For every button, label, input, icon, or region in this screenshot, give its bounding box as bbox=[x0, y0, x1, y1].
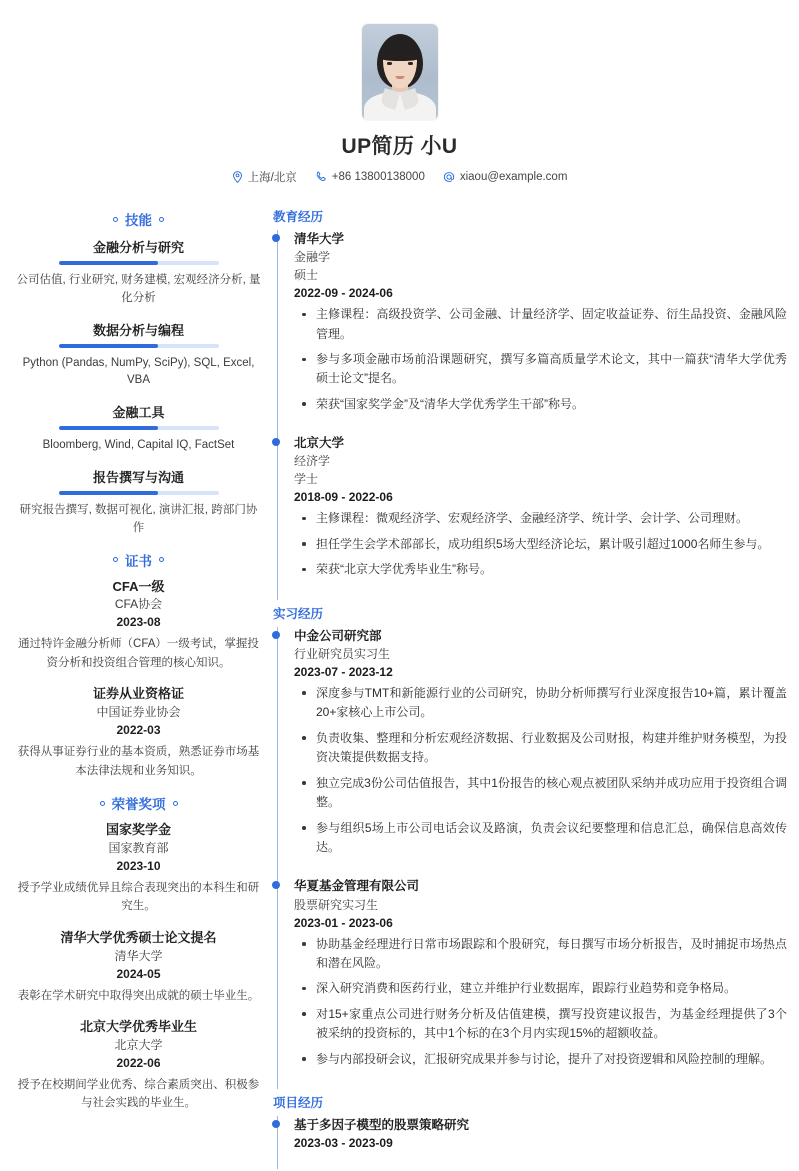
internship-bullets bbox=[294, 935, 787, 1070]
ring-left-icon bbox=[113, 217, 118, 222]
honor-title: 国家奖学金 bbox=[105, 822, 171, 838]
education-timeline bbox=[277, 230, 787, 600]
internship-date: 2023-07 - 2023-12 bbox=[294, 664, 393, 679]
skill-name: 金融分析与研究 bbox=[92, 240, 184, 255]
certificate-title: CFA一级 bbox=[112, 578, 165, 594]
bullet-item: 深度参与TMT和新能源行业的公司研究，协助分析师撰写行业深度报告10+篇，累计覆盖20+家核心上市公司。 bbox=[294, 684, 787, 723]
skill-item bbox=[16, 402, 261, 455]
page-title: UP简历 小U bbox=[341, 135, 458, 158]
internship-bullets bbox=[294, 684, 787, 858]
internship-timeline bbox=[277, 627, 787, 1089]
email-at-icon bbox=[443, 171, 455, 183]
skill-progress-fill bbox=[59, 344, 158, 348]
projects-timeline bbox=[277, 1116, 787, 1169]
sidebar-heading-skills bbox=[16, 209, 261, 229]
skill-name: 金融工具 bbox=[112, 405, 165, 421]
ring-right-icon bbox=[159, 217, 164, 222]
skill-item bbox=[16, 320, 261, 391]
sidebar-heading-certificates bbox=[16, 550, 261, 570]
internship-company: 中金公司研究部 bbox=[294, 628, 382, 643]
section-internship bbox=[273, 604, 787, 1089]
skill-progress-bar bbox=[59, 261, 219, 265]
education-item bbox=[294, 230, 787, 434]
project-item bbox=[294, 1116, 787, 1169]
education-major: 金融学 bbox=[294, 250, 331, 265]
skill-name: 报告撰写与沟通 bbox=[92, 470, 184, 486]
contact-email bbox=[443, 171, 568, 183]
honor-description: 表彰在学术研究中取得突出成就的硕士毕业生。 bbox=[17, 989, 260, 1002]
honor-item bbox=[16, 821, 261, 916]
bullet-item: 主修课程：微观经济学、宏观经济学、金融经济学、统计学、会计学、公司理财。 bbox=[294, 509, 787, 528]
phone-icon bbox=[315, 171, 327, 183]
section-title-projects: 项目经历 bbox=[273, 1096, 324, 1111]
contact-email-text: xiaou@example.com bbox=[459, 171, 568, 183]
certificate-item bbox=[16, 578, 261, 673]
education-date: 2018-09 - 2022-06 bbox=[294, 490, 393, 505]
certificate-description: 通过特许金融分析师（CFA）一级考试，掌握投资分析和投资组合管理的核心知识。 bbox=[18, 638, 259, 669]
education-date: 2022-09 - 2024-06 bbox=[294, 286, 393, 301]
skill-progress-fill bbox=[59, 426, 158, 430]
ring-right-icon bbox=[173, 801, 178, 806]
internship-item bbox=[294, 627, 787, 878]
section-education bbox=[273, 207, 787, 600]
bullet-item: 深入研究消费和医药行业，建立并维护行业数据库，跟踪行业趋势和竞争格局。 bbox=[294, 979, 787, 998]
sidebar bbox=[12, 203, 267, 1126]
honor-item bbox=[16, 1018, 261, 1113]
skill-progress-bar bbox=[59, 344, 219, 348]
portrait-photo bbox=[362, 24, 438, 120]
skill-progress-fill bbox=[59, 491, 158, 495]
bullet-item: 对15+家重点公司进行财务分析及估值建模，撰写投资建议报告，为基金经理提供了3个被采纳的投资标的，其中1个标的在3个月内实现15%的超额收益。 bbox=[294, 1005, 787, 1044]
education-bullets bbox=[294, 509, 787, 579]
internship-date: 2023-01 - 2023-06 bbox=[294, 915, 393, 930]
education-school: 北京大学 bbox=[294, 436, 345, 451]
certificate-org: CFA协会 bbox=[114, 597, 163, 612]
certificate-date: 2023-08 bbox=[116, 615, 161, 630]
honor-item bbox=[16, 929, 261, 1005]
main-content bbox=[267, 203, 787, 1171]
resume-body bbox=[0, 193, 799, 1171]
education-degree: 学士 bbox=[294, 472, 319, 487]
skill-progress-bar bbox=[59, 491, 219, 495]
section-title-education: 教育经历 bbox=[273, 210, 324, 224]
bullet-item: 参与内部投研会议，汇报研究成果并参与讨论，提升了对投资逻辑和风险控制的理解。 bbox=[294, 1050, 787, 1069]
honor-date: 2022-06 bbox=[116, 1055, 161, 1070]
education-school: 清华大学 bbox=[294, 232, 345, 246]
photo-wrapper bbox=[0, 24, 799, 120]
honor-title: 北京大学优秀毕业生 bbox=[79, 1019, 197, 1035]
sidebar-heading-honors-label: 荣誉奖项 bbox=[111, 797, 166, 813]
skill-item bbox=[16, 237, 261, 308]
education-major: 经济学 bbox=[294, 454, 331, 469]
education-degree: 硕士 bbox=[294, 268, 319, 283]
honor-org: 国家教育部 bbox=[108, 840, 169, 855]
certificate-description: 获得从事证券行业的基本资质，熟悉证券市场基本法律法规和业务知识。 bbox=[17, 746, 260, 777]
sidebar-heading-honors bbox=[16, 793, 261, 813]
internship-role: 股票研究实习生 bbox=[294, 897, 379, 912]
bullet-item: 独立完成3份公司估值报告，其中1份报告的核心观点被团队采纳并成功应用于投资组合调整。 bbox=[294, 774, 787, 813]
project-date: 2023-03 - 2023-09 bbox=[294, 1136, 393, 1151]
honor-title: 清华大学优秀硕士论文提名 bbox=[60, 930, 217, 946]
education-bullets bbox=[294, 305, 787, 414]
ring-left-icon bbox=[100, 801, 105, 806]
location-pin-icon bbox=[232, 171, 243, 183]
bullet-item: 参与组织5场上市公司电话会议及路演，负责会议纪要整理和信息汇总，确保信息高效传达。 bbox=[294, 819, 787, 858]
bullet-item: 荣获“国家奖学金”及“清华大学优秀学生干部”称号。 bbox=[294, 395, 787, 414]
section-title-internship: 实习经历 bbox=[273, 606, 324, 621]
skill-description: Python (Pandas, NumPy, SciPy), SQL, Excel, VBA bbox=[22, 356, 255, 387]
certificate-item bbox=[16, 685, 261, 780]
contact-location-text: 上海/北京 bbox=[247, 172, 297, 184]
honor-description: 授予在校期间学业优秀、综合素质突出、积极参与社会实践的毕业生。 bbox=[17, 1078, 260, 1110]
skill-item bbox=[16, 467, 261, 538]
internship-company: 华夏基金管理有限公司 bbox=[294, 879, 420, 894]
bullet-item: 荣获“北京大学优秀毕业生”称号。 bbox=[294, 560, 787, 579]
honor-org: 北京大学 bbox=[114, 1037, 163, 1052]
internship-item bbox=[294, 877, 787, 1089]
sidebar-heading-certificates-label: 证书 bbox=[125, 553, 152, 569]
skill-progress-fill bbox=[59, 261, 158, 265]
bullet-item: 主修课程：高级投资学、公司金融、计量经济学、固定收益证券、衍生品投资、金融风险管理。 bbox=[294, 305, 787, 344]
certificate-title: 证券从业资格证 bbox=[92, 686, 184, 702]
certificate-org: 中国证券业协会 bbox=[96, 705, 181, 720]
ring-left-icon bbox=[113, 557, 118, 562]
education-item bbox=[294, 434, 787, 599]
skill-description: 公司估值, 行业研究, 财务建模, 宏观经济分析, 量化分析 bbox=[16, 274, 261, 304]
ring-right-icon bbox=[159, 557, 164, 562]
skill-description: 研究报告撰写, 数据可视化, 演讲汇报, 跨部门协作 bbox=[19, 504, 258, 534]
resume-header bbox=[0, 0, 799, 193]
bullet-item: 协助基金经理进行日常市场跟踪和个股研究，每日撰写市场分析报告，及时捕捉市场热点和潜在风险。 bbox=[294, 935, 787, 974]
section-projects bbox=[273, 1093, 787, 1169]
honor-org: 清华大学 bbox=[114, 948, 163, 963]
contact-location bbox=[232, 169, 297, 185]
skill-name: 数据分析与编程 bbox=[92, 322, 184, 338]
honor-description: 授予学业成绩优异且综合表现突出的本科生和研究生。 bbox=[17, 881, 260, 913]
honor-date: 2023-10 bbox=[116, 858, 161, 873]
bullet-item: 负责收集、整理和分析宏观经济数据、行业数据及公司财报，构建并维护财务模型，为投资决策提供数据支持。 bbox=[294, 729, 787, 768]
honor-date: 2024-05 bbox=[116, 966, 161, 981]
sidebar-heading-skills-label: 技能 bbox=[125, 213, 152, 228]
skill-description: Bloomberg, Wind, Capital IQ, FactSet bbox=[42, 439, 235, 452]
bullet-item: 担任学生会学术部部长，成功组织5场大型经济论坛，累计吸引超过1000名师生参与。 bbox=[294, 535, 787, 554]
contact-list bbox=[0, 169, 799, 185]
internship-role: 行业研究员实习生 bbox=[294, 646, 391, 661]
certificate-date: 2022-03 bbox=[116, 723, 161, 738]
bullet-item: 参与多项金融市场前沿课题研究，撰写多篇高质量学术论文，其中一篇获“清华大学优秀硕士论文”提名。 bbox=[294, 350, 787, 389]
project-name: 基于多因子模型的股票策略研究 bbox=[294, 1118, 470, 1133]
contact-phone bbox=[315, 171, 425, 183]
skill-progress-bar bbox=[59, 426, 219, 430]
contact-phone-text: +86 13800138000 bbox=[331, 171, 425, 183]
